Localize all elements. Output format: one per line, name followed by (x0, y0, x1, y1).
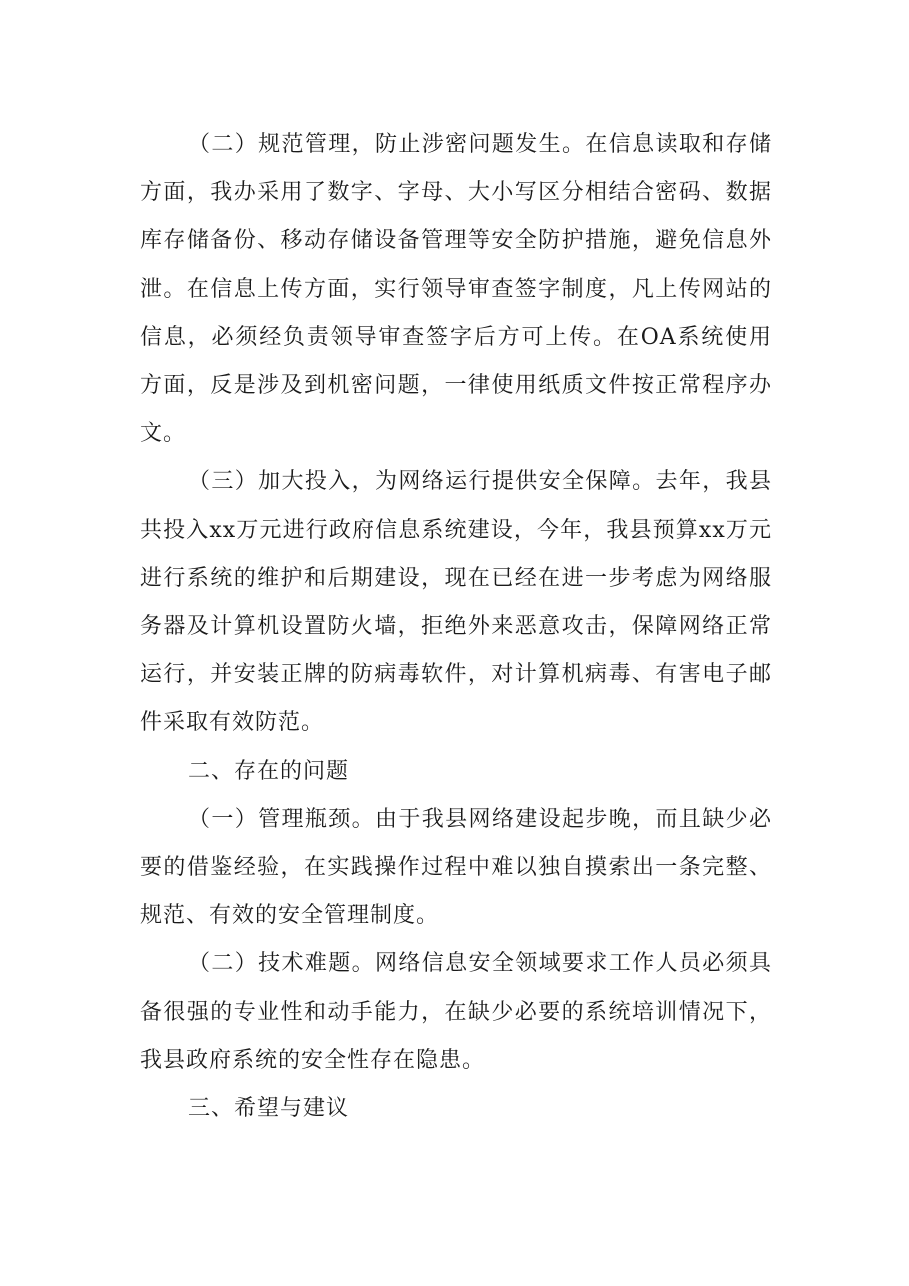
document-body (140, 121, 772, 1133)
paragraph-management-bottleneck: （一）管理瓶颈。由于我县网络建设起步晚，而且缺少必要的借鉴经验，在实践操作过程中难以独自摸索出一条完整、规范、有效的安全管理制度。 (140, 806, 772, 929)
paragraph-increase-investment: （三）加大投入，为网络运行提供安全保障。去年，我县共投入xx万元进行政府信息系统建设，今年，我县预算xx万元进行系统的维护和后期建设，现在已经在进一步考虑为网络服务器及计算机设置防火墙，拒绝外来恶意攻击，保障网络正常运行，并安装正牌的防病毒软件，对计算机病毒、有害电子邮件采取有效防范。 (140, 469, 772, 736)
paragraph-standardized-management: （二）规范管理，防止涉密问题发生。在信息读取和存储方面，我办采用了数字、字母、大小写区分相结合密码、数据库存储备份、移动存储设备管理等安全防护措施，避免信息外泄。在信息上传方面，实行领导审查签字制度，凡上传网站的信息，必须经负责领导审查签字后方可上传。在OA系统使用方面，反是涉及到机密问题，一律使用纸质文件按正常程序办文。 (140, 132, 772, 447)
section-heading-hopes-suggestions: 三、希望与建议 (188, 1096, 350, 1122)
paragraph-technical-difficulty: （二）技术难题。网络信息安全领域要求工作人员必须具备很强的专业性和动手能力，在缺少必要的系统培训情况下，我县政府系统的安全性存在隐患。 (140, 951, 772, 1073)
section-heading-existing-problems: 二、存在的问题 (188, 758, 350, 784)
